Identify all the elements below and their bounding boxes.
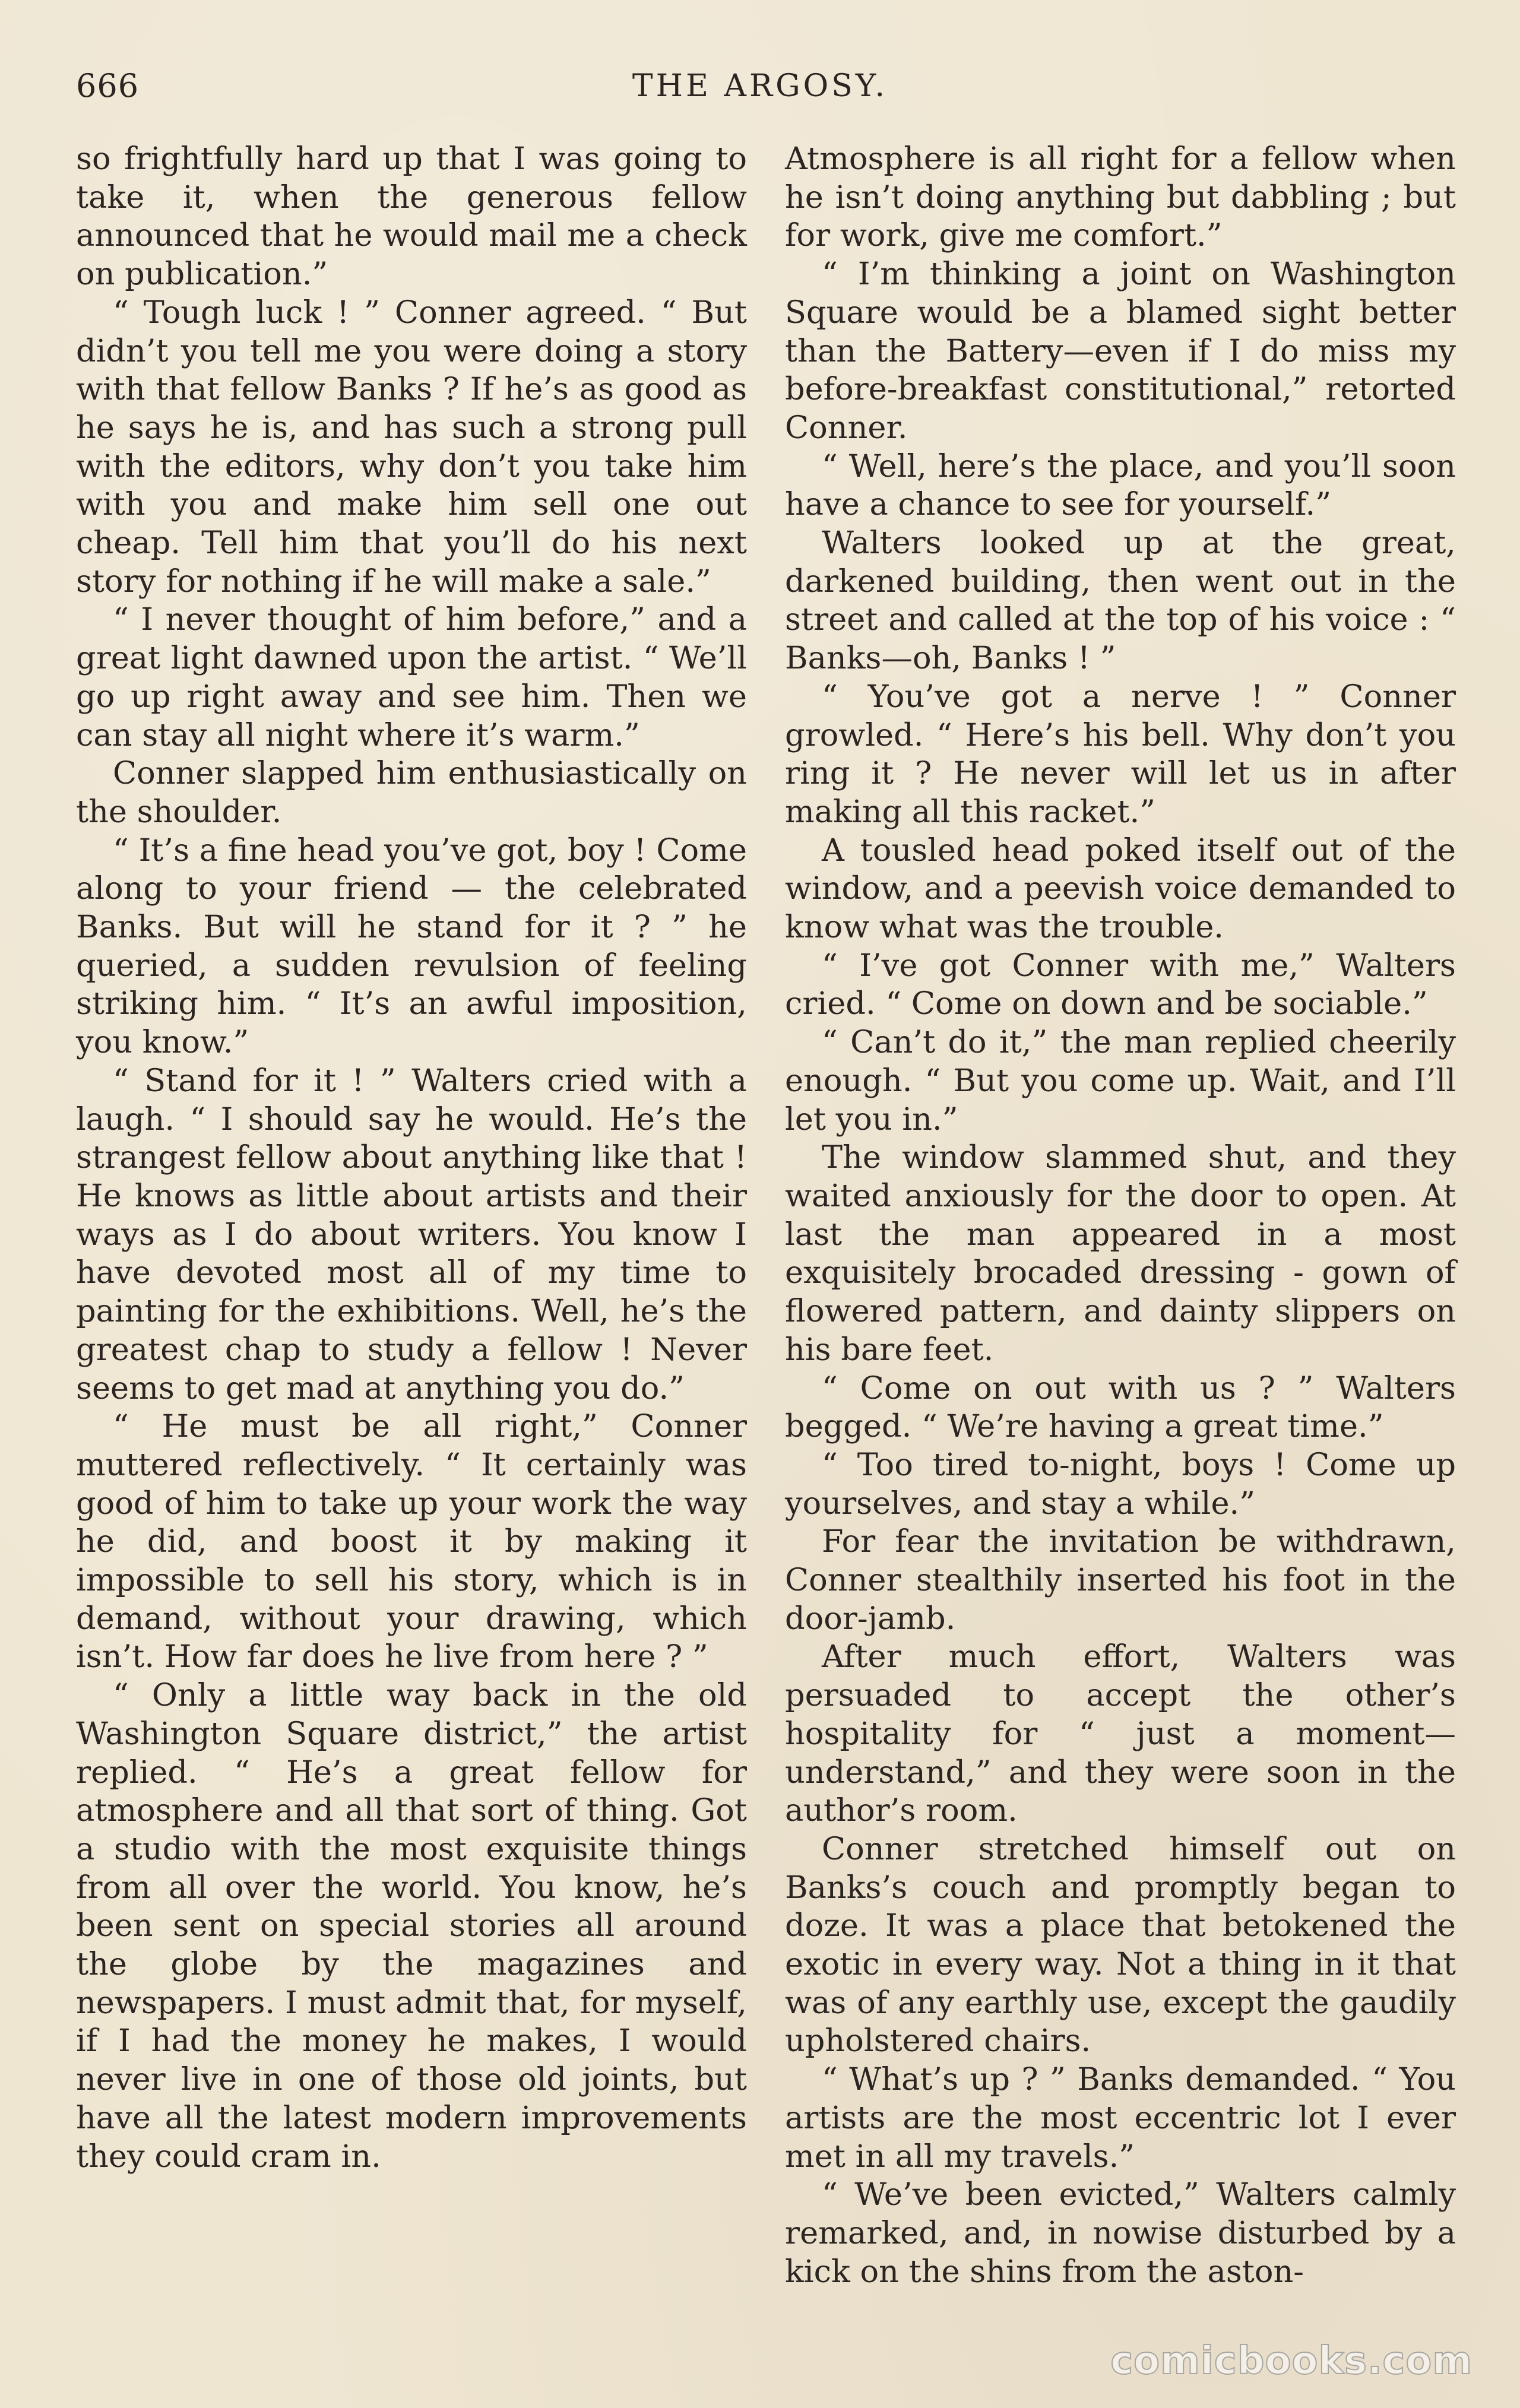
running-title: THE ARGOSY. xyxy=(632,68,888,104)
paragraph: so frightfully hard up that I was going to take it, when the generous fellow announced that he would mail me a check on publication.” xyxy=(76,141,747,293)
paragraph: “ I’ve got Conner with me,” Walters cried. “ Come on down and be sociable.” xyxy=(785,947,1456,1022)
paragraph: “ He must be all right,” Conner muttered reflectively. “ It certainly was good of him to take up your work the way he did, and boost it by making it impossible to sell his story, which is in demand, without your drawing, which isn’t. How far does he live from here ? ” xyxy=(76,1408,747,1675)
paragraph: “ Can’t do it,” the man replied cheerily enough. “ But you come up. Wait, and I’ll let you in.” xyxy=(785,1024,1456,1138)
paragraph: Atmosphere is all right for a fellow when he isn’t doing anything but dabbling ; but for work, give me comfort.” xyxy=(785,141,1456,254)
right-column xyxy=(785,140,1456,2291)
paragraph: “ I never thought of him before,” and a great light dawned upon the artist. “ We’ll go up right away and see him. Then we can stay all night where it’s warm.” xyxy=(76,601,747,753)
paragraph: “ Only a little way back in the old Washington Square district,” the artist replied. “ He’s a great fellow for atmosphere and all that sort of thing. Got a studio with the most exquisite things from all over the world. You know, he’s been sent on special stories all around the globe by the magazines and newspapers. I must admit that, for myself, if I had the money he makes, I would never live in one of those old joints, but have all the latest modern improvements they could cram in. xyxy=(76,1677,747,2175)
paragraph: “ What’s up ? ” Banks demanded. “ You artists are the most eccentric lot I ever met in all my travels.” xyxy=(785,2061,1456,2175)
paragraph: “ You’ve got a nerve ! ” Conner growled. “ Here’s his bell. Why don’t you ring it ? He never will let us in after making all this racket.” xyxy=(785,678,1456,830)
paragraph: For fear the invitation be withdrawn, Conner stealthily inserted his foot in the door-jamb. xyxy=(785,1523,1456,1637)
paragraph: Conner slapped him enthusiastically on the shoulder. xyxy=(76,755,747,830)
page-number: 666 xyxy=(76,67,140,104)
paragraph: “ Tough luck ! ” Conner agreed. “ But didn’t you tell me you were doing a story with that fellow Banks ? If he’s as good as he says he is, and has such a strong pull with the editors, why don’t you take him with you and make him sell one out cheap. Tell him that you’ll do his next story for nothing if he will make a sale.” xyxy=(76,294,747,600)
paragraph: “ I’m thinking a joint on Washington Square would be a blamed sight better than the Battery—even if I do miss my before-breakfast constitutional,” retorted Conner. xyxy=(785,256,1456,446)
paragraph: “ We’ve been evicted,” Walters calmly remarked, and, in nowise disturbed by a kick on the shins from the aston- xyxy=(785,2176,1456,2290)
page-header xyxy=(0,62,1520,110)
paragraph: “ It’s a fine head you’ve got, boy ! Come along to your friend — the celebrated Banks. But will he stand for it ? ” he queried, a sudden revulsion of feeling striking him. “ It’s an awful imposition, you know.” xyxy=(76,832,747,1061)
paragraph: A tousled head poked itself out of the window, and a peevish voice demanded to know what was the trouble. xyxy=(785,832,1456,946)
watermark-logo: comicbooks.com xyxy=(1110,2339,1472,2383)
paragraph: After much effort, Walters was persuaded to accept the other’s hospitality for “ just a moment—understand,” and they were soon in the author’s room. xyxy=(785,1639,1456,1829)
paragraph: Walters looked up at the great, darkened building, then went out in the street and called at the top of his voice : “ Banks—oh, Banks ! ” xyxy=(785,525,1456,677)
paragraph: The window slammed shut, and they waited anxiously for the door to open. At last the man appeared in a most exquisitely brocaded dressing - gown of flowered pattern, and dainty slippers on his bare feet. xyxy=(785,1139,1456,1368)
paragraph: “ Well, here’s the place, and you’ll soon have a chance to see for yourself.” xyxy=(785,448,1456,523)
left-column xyxy=(76,140,747,2176)
paragraph: “ Too tired to-night, boys ! Come up yourselves, and stay a while.” xyxy=(785,1446,1456,1522)
paragraph: “ Come on out with us ? ” Walters begged. “ We’re having a great time.” xyxy=(785,1370,1456,1445)
paragraph: “ Stand for it ! ” Walters cried with a laugh. “ I should say he would. He’s the strangest fellow about anything like that ! He knows as little about artists and their ways as I do about writers. You know I have devoted most all of my time to painting for the exhibitions. Well, he’s the greatest chap to study a fellow ! Never seems to get mad at anything you do.” xyxy=(76,1062,747,1406)
paragraph: Conner stretched himself out on Banks’s couch and promptly began to doze. It was a place that betokened the exotic in every way. Not a thing in it that was of any earthly use, except the gaudily upholstered chairs. xyxy=(785,1830,1456,2060)
